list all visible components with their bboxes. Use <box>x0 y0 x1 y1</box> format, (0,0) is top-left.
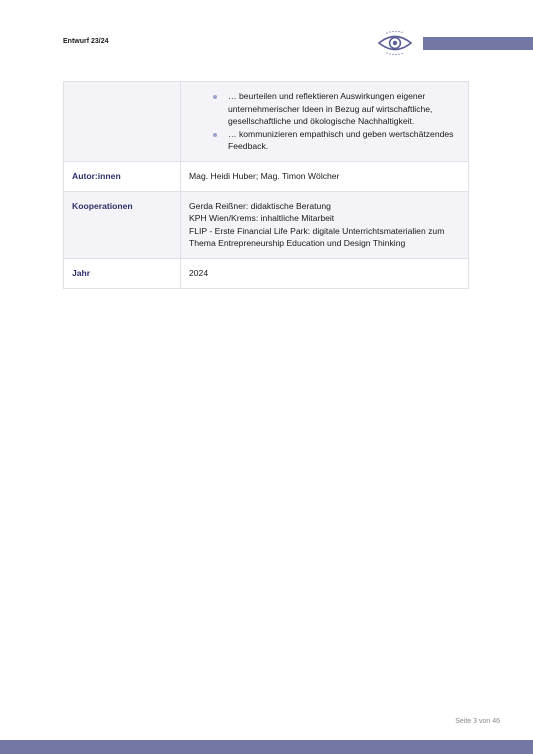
footer-accent-bar <box>0 740 533 754</box>
eye-icon <box>376 28 414 58</box>
table-row <box>64 161 469 191</box>
table-row <box>64 191 469 258</box>
table-key-cell: Jahr <box>64 258 181 288</box>
bullet-list <box>189 90 460 153</box>
document-status-label: Entwurf 23/24 <box>63 38 109 45</box>
table-key-cell: Kooperationen <box>64 191 181 258</box>
info-table <box>63 81 469 289</box>
cooperation-line: Gerda Reißner: didaktische Beratung <box>189 200 331 211</box>
table-value-cell <box>181 82 469 162</box>
cooperation-line: FLIP - Erste Financial Life Park: digitale Unterrichtsmaterialien zum Thema Entrepreneurship Education und Design Thinking <box>189 225 445 249</box>
table-row <box>64 258 469 288</box>
table-key-cell: Autor:innen <box>64 161 181 191</box>
bullet-text: … kommunizieren empathisch und geben wertschätzendes Feedback. <box>228 128 454 152</box>
page-number: Seite 3 von 46 <box>455 718 500 725</box>
table-row <box>64 82 469 162</box>
table-value-cell: 2024 <box>181 258 469 288</box>
cooperation-line: KPH Wien/Krems: inhaltliche Mitarbeit <box>189 213 335 224</box>
bullet-icon <box>213 95 217 99</box>
list-item <box>213 90 460 128</box>
table-value-cell: Mag. Heidi Huber; Mag. Timon Wölcher <box>181 161 469 191</box>
header-accent-bar <box>423 37 533 50</box>
bullet-icon <box>213 133 217 137</box>
bullet-text: … beurteilen und reflektieren Auswirkungen eigener unternehmerischer Ideen in Bezug auf wirtschaftliche, gesellschaftliche und ökologische Nachhaltigkeit. <box>228 91 433 127</box>
table-value-cell <box>181 191 469 258</box>
list-item <box>213 128 460 153</box>
table-key-cell <box>64 82 181 162</box>
